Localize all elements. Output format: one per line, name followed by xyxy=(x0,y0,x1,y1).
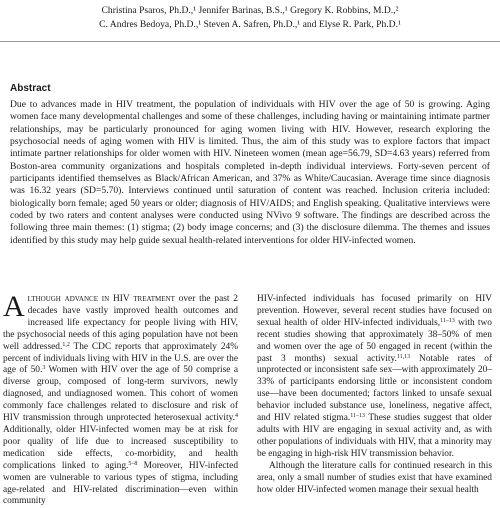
body-text: with two recent studies showing that approximately 38–50% of men and women over the age of 50 engaged in recent (within the past 3 months) sexual activity. xyxy=(257,317,492,364)
body-paragraph xyxy=(257,294,492,461)
body-text: Notable rates of unprotected or inconsistent safe sex—with approximately 20–33% of participants endorsing little or inconsistent condom use—have been documented; factors linked to unsafe sexual behavior included substance use, loneliness, negative affect, and HIV related stigma. xyxy=(257,353,492,424)
author-list xyxy=(0,4,500,31)
intro-text: Moreover, HIV-infected women are vulnerable to various types of stigma, including age-related and HIV-related discrimination—even within community xyxy=(3,460,239,507)
header-divider xyxy=(0,41,500,42)
abstract-body: Due to advances made in HIV treatment, the population of individuals with HIV over the age of 50 is growing. Aging women face many developmental challenges and some of these challenges, including having or maintaining intimate partner relationships, may be particularly pronounced for aging women living with HIV. However, research exploring the psychosocial needs of aging women with HIV is limited. Thus, the aim of this study was to explore factors that impact intimate partner relationships for older women with HIV. Nineteen women (mean age=56.79, SD=4.63 years) referred from Boston-area community organizations and hospitals completed in-depth individual interviews. Forty-seven percent of participants identified themselves as Black/African American, and 37% as White/Caucasian. Average time since diagnosis was 16.32 years (SD=5.70). Interviews continued until saturation of content was reached. Inclusion criteria included: biologically born female; aged 50 years or older; diagnosis of HIV/AIDS; and English speaking. Qualitative interviews were coded by two raters and content analyses were conducted using NVivo 9 software. The findings are described across the following three main themes: (1) stigma; (2) body image concerns; and (3) the disclosure dilemma. The themes and issues identified by this study may help guide sexual health-related interventions for older HIV-infected women. xyxy=(10,99,490,246)
citation: 11–13 xyxy=(350,413,366,420)
author-line-2: C. Andres Bedoya, Ph.D.,¹ Steven A. Safren, Ph.D.,¹ and Elyse R. Park, Ph.D.¹ xyxy=(99,18,401,30)
body-text: Although the literature calls for continued research in this area, only a small number of studies exist that have examined how older HIV-infected women manage their sexual health xyxy=(257,460,492,495)
body-column-right xyxy=(257,294,492,496)
author-line-1: Christina Psaros, Ph.D.,¹ Jennifer Barinas, B.S.,¹ Gregory K. Robbins, M.D.,² xyxy=(101,5,399,16)
citation: 5–8 xyxy=(128,460,138,467)
intro-text: over the past 2 decades have vastly improved health outcomes and increased life expectancy for people living with HIV, the psychosocial needs of this aging population have not been well addressed. xyxy=(3,294,238,352)
body-text: These studies suggest that older adults with HIV are engaging in sexual activity and, as with other populations of individuals with HIV, that a minority may be engaging in high-risk HIV transmission behavior. xyxy=(257,413,493,459)
abstract-heading: Abstract xyxy=(10,83,51,94)
lead-in-text: lthough advance in HIV treatment xyxy=(27,294,175,304)
citation: 11–13 xyxy=(440,317,455,324)
citation: 11,13 xyxy=(396,353,411,360)
intro-paragraph xyxy=(3,290,239,508)
citation: 4 xyxy=(235,413,238,420)
body-column-left xyxy=(3,290,239,508)
citation: 1,2 xyxy=(62,341,70,348)
citation: 3 xyxy=(42,365,46,372)
intro-text: Women with HIV over the age of 50 comprise a diverse group, composed of long-term survivors, newly diagnosed, and undiagnosed women. This cohort of women commonly face challenges related to disclosure and risk of HIV transmission through unprotected heterosexual activity. xyxy=(3,365,238,424)
body-text: HIV-infected individuals has focused primarily on HIV prevention. However, several recent studies have focused on sexual health of older HIV-infected individuals, xyxy=(257,294,492,328)
body-paragraph xyxy=(257,461,492,497)
drop-cap: A xyxy=(3,290,25,323)
intro-text: Additionally, older HIV-infected women may be at risk for poor quality of life due to increased susceptibility to medication side effects, co-morbidity, and health complications linked to aging. xyxy=(3,424,238,471)
intro-text: The CDC reports that approximately 24% percent of individuals living with HIV in the U.S. are over the age of 50. xyxy=(3,341,239,376)
